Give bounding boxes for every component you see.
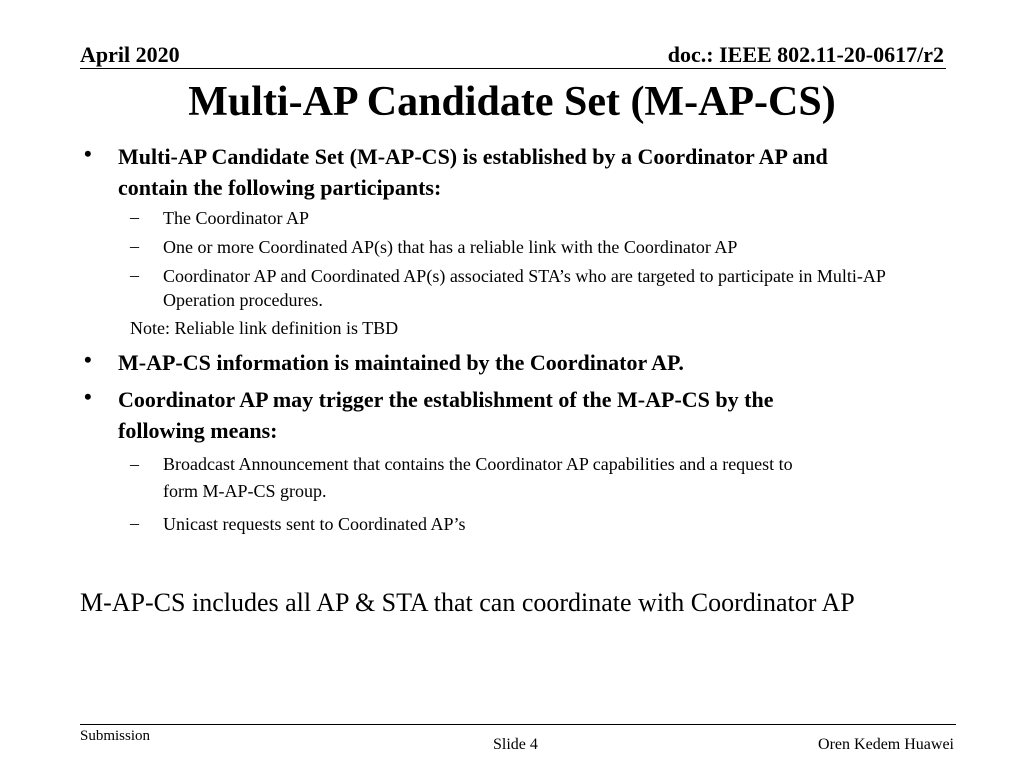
footer-submission: Submission: [80, 728, 151, 744]
header-divider: [80, 68, 946, 69]
footer-slide-number: Slide 4: [493, 736, 538, 753]
sub-1-2-text: One or more Coordinated AP(s) that has a reliable link with the Coordinator AP: [163, 237, 738, 257]
sub-1-1-text: The Coordinator AP: [163, 208, 309, 228]
sub-3-2-text: Unicast requests sent to Coordinated AP’s: [163, 514, 466, 534]
header-date: April 2020: [80, 42, 180, 67]
bullet-1-marker: •: [84, 141, 92, 166]
footer-author: Oren Kedem Huawei: [818, 736, 954, 753]
sub-1-3-line-2: Operation procedures.: [163, 290, 323, 310]
bullet-1-line-1: Multi-AP Candidate Set (M-AP-CS) is established by a Coordinator AP and: [118, 144, 828, 169]
sub-3-1-line-1: Broadcast Announcement that contains the Coordinator AP capabilities and a request to: [163, 454, 793, 474]
bullet-3-line-2: following means:: [118, 418, 278, 443]
sub-3-2-marker: –: [130, 513, 139, 533]
bullet-3-line-1: Coordinator AP may trigger the establishment of the M-AP-CS by the: [118, 387, 774, 412]
bullet-2-marker: •: [84, 347, 92, 372]
sub-1-1-marker: –: [130, 207, 139, 227]
bullet-2-text: M-AP-CS information is maintained by the Coordinator AP.: [118, 350, 684, 375]
sub-1-2-marker: –: [130, 236, 139, 256]
slide-title: Multi-AP Candidate Set (M-AP-CS): [188, 79, 836, 125]
note-text: Note: Reliable link definition is TBD: [130, 318, 399, 338]
sub-3-1-line-2: form M-AP-CS group.: [163, 481, 327, 501]
bullet-3-marker: •: [84, 384, 92, 409]
footer-divider: [80, 724, 956, 725]
bullet-1-line-2: contain the following participants:: [118, 175, 442, 200]
header-doc-id: doc.: IEEE 802.11-20-0617/r2: [667, 42, 944, 67]
sub-1-3-line-1: Coordinator AP and Coordinated AP(s) associated STA’s who are targeted to participate in Multi-AP: [163, 266, 886, 286]
summary-statement: M-AP-CS includes all AP & STA that can coordinate with Coordinator AP: [80, 588, 855, 617]
sub-1-3-marker: –: [130, 265, 139, 285]
sub-3-1-marker: –: [130, 454, 139, 474]
